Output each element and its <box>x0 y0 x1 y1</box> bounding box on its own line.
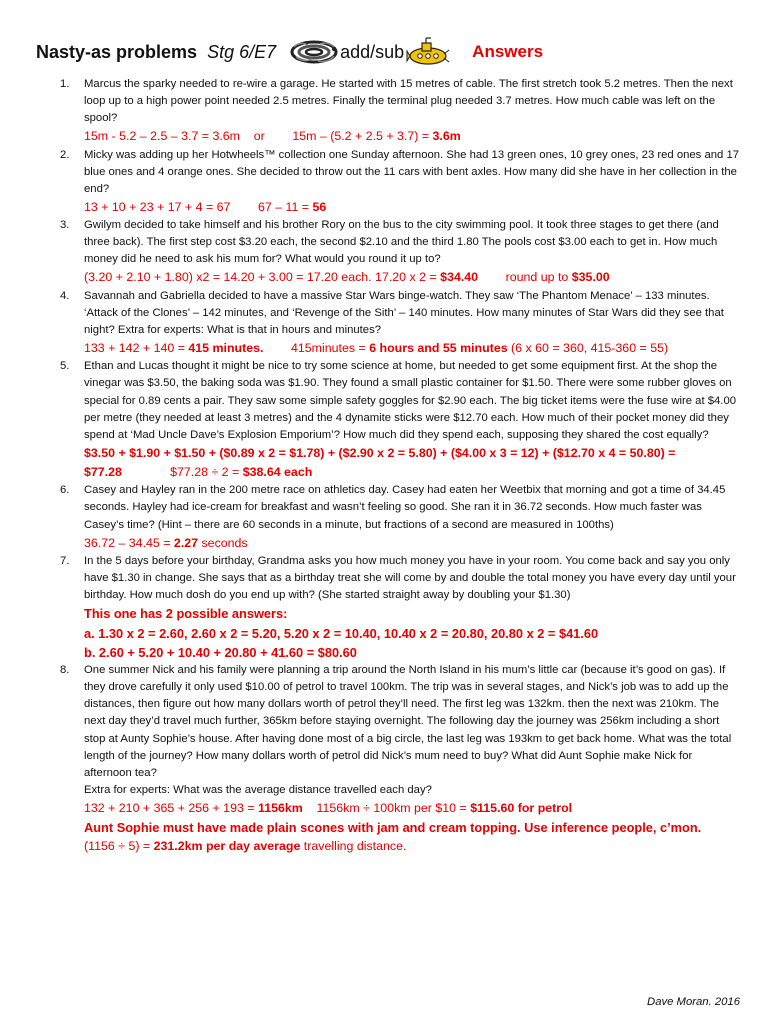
problem-item <box>44 553 740 662</box>
answer-line <box>84 643 740 662</box>
answer-result: $34.40 <box>440 270 479 285</box>
answer-working: 15m - 5.2 – 2.5 – 3.7 = 3.6m or 15m – (5.2 + 2.5 + 3.7) = <box>84 129 433 144</box>
answer-line <box>84 268 740 287</box>
answer-working: a. 1.30 x 2 = 2.60, 2.60 x 2 = 5.20, 5.20 x 2 = 10.40, 10.40 x 2 = 20.80, 20.80 x 2 = <box>84 625 559 641</box>
answer-working: 415minutes = <box>263 341 370 356</box>
problem-question: Savannah and Gabriella decided to have a massive Star Wars binge-watch. They saw ‘The Phantom Menace’ – 133 minutes. ‘Attack of the Clones’ – 142 minutes, and ‘Revenge of the Sith’ – 140 minutes. How many minutes of Star Wars did they see that night? Extra for experts: What is that in hours and minutes? <box>84 289 724 336</box>
answer-result: $38.64 each <box>242 465 313 480</box>
answer-line <box>84 624 740 643</box>
page-header <box>36 36 732 68</box>
coiled-snake-icon <box>290 39 338 65</box>
problem-number: 6. <box>60 484 70 497</box>
answer-result: $115.60 for petrol <box>470 800 573 815</box>
answer-line <box>84 534 740 553</box>
operation-label: add/sub <box>340 41 405 62</box>
answer-working: (3.20 + 2.10 + 1.80) x2 = 14.20 + 3.00 = 17.20 each. 17.20 x 2 = <box>84 270 441 285</box>
answer-result: 1156km <box>257 800 303 815</box>
problem-question: Gwilym decided to take himself and his brother Rory on the bus to the city swimming pool. It took three stages to get there (and three back). The first step cost $3.20 each, the second $2.10 and the third 1.80 The pools cost $3.00 each to get in. How much money did he need to ask his mum for? What would you round it up to? <box>84 219 719 266</box>
answer-working: $77.28 ÷ 2 = <box>121 465 243 480</box>
answer-result: 6 hours and 55 minutes <box>369 341 508 356</box>
problem-item <box>44 147 740 218</box>
answer-line <box>84 799 740 818</box>
yellow-submarine-icon <box>406 36 450 68</box>
problem-number: 2. <box>60 148 70 161</box>
answer-working: travelling distance. <box>300 839 407 854</box>
answer-line <box>84 339 740 358</box>
problem-item <box>44 288 740 359</box>
problem-list <box>44 76 740 857</box>
answer-working: Aunt Sophie must have made plain scones with jam and cream topping. Use inference people, c’mon. <box>84 820 702 836</box>
author-credit: Dave Moran. 2016 <box>647 996 740 1008</box>
answer-result: $77.28 <box>84 465 122 480</box>
answer-line <box>84 818 740 837</box>
problem-question: In the 5 days before your birthday, Grandma asks you how much money you have in your room. You come back and say you only have $1.30 in change. She says that as a birthday treat she will come by and double the total money you have every day until your birthday. How much dosh do you end up with? (She started straight away by doubling your $1.30) <box>84 554 736 602</box>
problem-question: Marcus the sparky needed to re-wire a garage. He started with 15 metres of cable. The first stretch took 5.2 metres. Then the next loop up to a high power point needed 2.5 metres. Finally the terminal plug needed 3.7 metres. How much cable was left on the spool? <box>84 78 733 125</box>
problem-number: 1. <box>60 78 70 90</box>
problem-number: 7. <box>60 554 70 567</box>
answer-line <box>84 444 740 463</box>
problem-number: 4. <box>60 289 70 302</box>
answer-working: round up to <box>478 270 572 285</box>
answer-working: 13 + 10 + 23 + 17 + 4 = 67 67 – 11 = <box>84 199 313 214</box>
answers-heading: Answers <box>472 42 544 61</box>
worksheet-title: Nasty-as problems <box>36 41 203 62</box>
answer-working: (6 x 60 = 360, 415-360 = 55) <box>507 341 669 356</box>
answer-working: 133 + 142 + 140 = <box>84 341 189 356</box>
answer-result: 56 <box>312 199 327 214</box>
answer-working: 36.72 – 34.45 = <box>84 535 174 550</box>
answer-line <box>84 837 740 856</box>
answer-working: 132 + 210 + 365 + 256 + 193 = <box>84 800 258 815</box>
problem-number: 5. <box>60 360 70 373</box>
problem-question: Casey and Hayley ran in the 200 metre race on athletics day. Casey had eaten her Weetbix that morning and got a time of 34.45 seconds. Hayley had ice-cream for breakfast and wasn’t feeling so good. She ran it in 36.72 seconds. How much faster was Casey’s time? (Hint – there are 60 seconds in a minute, but fractions of a second are measured in 100ths) <box>84 484 726 531</box>
answer-result: 415 minutes. <box>188 341 264 356</box>
answer-line <box>84 604 740 623</box>
answer-line <box>84 463 740 482</box>
answer-working: seconds <box>198 535 248 550</box>
answer-line <box>84 127 740 146</box>
problem-question: Micky was adding up her Hotwheels™ collection one Sunday afternoon. She had 13 green ones, 10 grey ones, 23 red ones and 17 blue ones and 4 orange ones. She decided to throw out the 11 cars with bent axles. How many did she have in her collection in the end? <box>84 148 740 195</box>
answer-result: $80.60 <box>317 644 357 660</box>
extra-for-experts: Extra for experts: What was the average distance travelled each day? <box>84 783 432 796</box>
answer-working: This one has 2 possible answers: <box>84 606 288 622</box>
answer-result: $41.60 <box>558 625 599 641</box>
problem-item <box>44 358 740 482</box>
answer-result: $35.00 <box>571 270 610 285</box>
problem-item <box>44 662 740 857</box>
problem-number: 3. <box>60 219 70 232</box>
problem-item <box>44 76 740 147</box>
stage-label: Stg 6/E7 <box>207 41 277 62</box>
problem-item <box>44 217 740 288</box>
answer-line <box>84 198 740 217</box>
answer-working: 1156km ÷ 100km per $10 = <box>302 800 471 815</box>
problem-question: Ethan and Lucas thought it might be nice to try some science at home, but needed to get some equipment first. At the shop the vinegar was $3.50, the baking soda was $1.90. They found a small plastic container for $1.50. There were some rubber gloves on special for 0.89 cents a pair. They saw some simple safety goggles for $2.90 each. The big ticket items were the fuse wire at $4.00 per metre (they needed at least 3 metres) and the 4 dynamite sticks were $12.70 each. How much of their pocket money did they spend at ‘Mad Uncle Dave’s Explosion Emporium’? How much did they spend each, supposing they shared the cost equally? <box>84 360 737 441</box>
problem-question: One summer Nick and his family were planning a trip around the North Island in his mum’s little car (because it’s good on gas). If they drove carefully it only used $10.00 of petrol to travel 100km. The trip was in several stages, and Nick’s job was to add up the distances, then figure out how many dollars worth of petrol they’ll need. The first leg was 132km. then the next was 210km. The next day they’d travel much further, 365km before staying overnight. The following day the journey was 256km including a short stop at Aunty Sophie’s house. After having done most of a big circle, the last leg was 193km to get back home. What was the total length of the journey? How many dollars worth of petrol did Nick’s mum need to buy? What did Aunt Sophie make Nick for afternoon tea? <box>84 664 732 779</box>
answer-result: 3.6m <box>432 129 461 144</box>
answer-result: 231.2km per day average <box>153 839 301 854</box>
problem-number: 8. <box>60 664 70 677</box>
answer-working: b. 2.60 + 5.20 + 10.40 + 20.80 + 41.60 = <box>84 644 318 660</box>
answer-working: $3.50 + $1.90 + $1.50 + ($0.89 x 2 = $1.78) + ($2.90 x 2 = 5.80) + ($4.00 x 3 = 12) + ($12.70 x 4 = 50.80) = <box>84 445 676 460</box>
problem-item <box>44 482 740 553</box>
answer-working: (1156 ÷ 5) = <box>84 839 154 854</box>
answer-result: 2.27 <box>173 535 199 550</box>
